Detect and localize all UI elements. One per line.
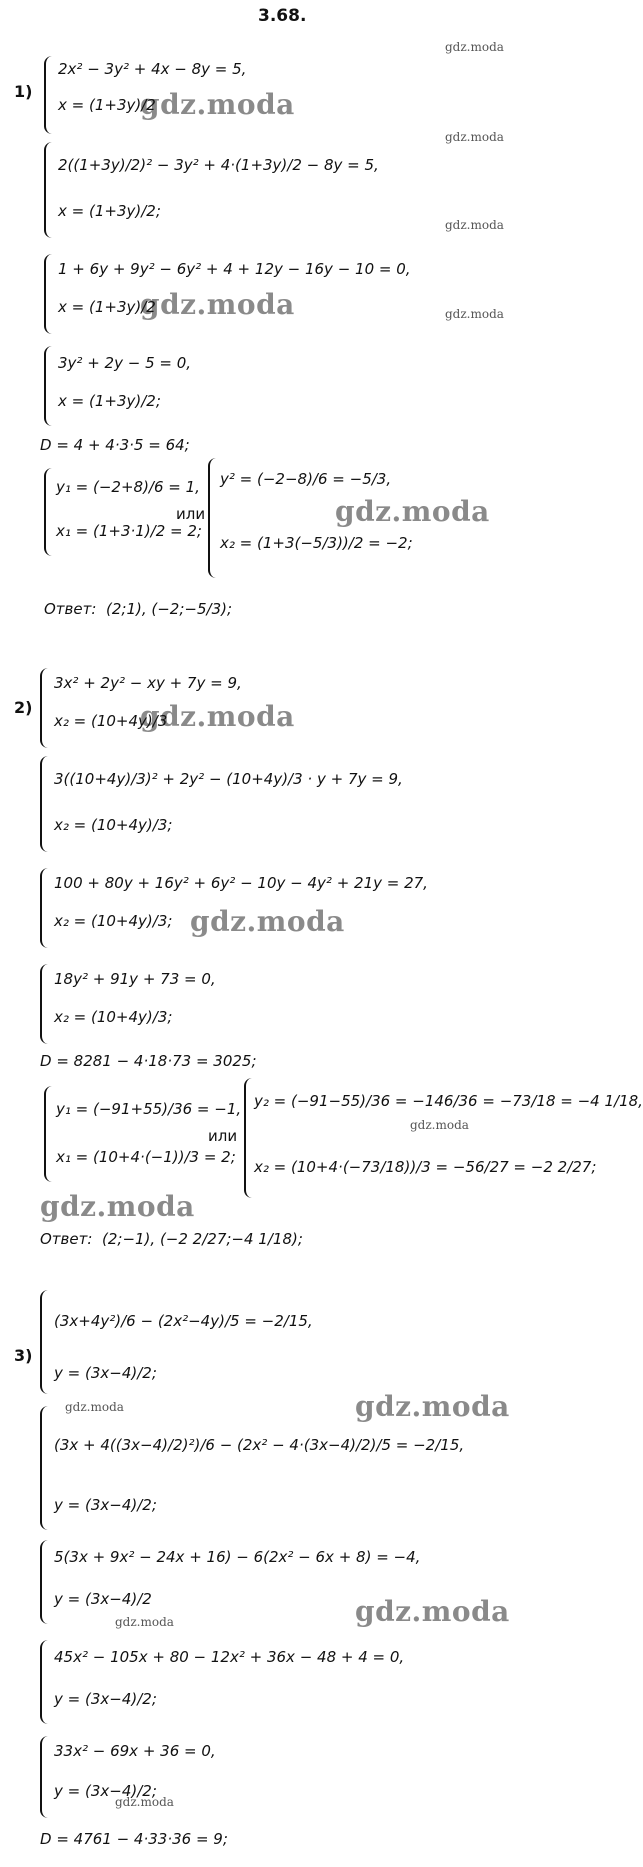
equation: 3((10+4y)/3)² + 2y² − (10+4y)/3 · y + 7y = 9, [54, 770, 403, 788]
equation: y² = (−2−8)/6 = −5/3, [220, 470, 392, 488]
watermark-large: gdz.moda [355, 1390, 510, 1423]
equation-system [40, 868, 460, 948]
equation: 45x² − 105x + 80 − 12x² + 36x − 48 + 4 = 0, [54, 1648, 405, 1666]
watermark-large: gdz.moda [190, 905, 345, 938]
equation-system [40, 1290, 340, 1394]
equation-system [44, 56, 404, 134]
equation-system [40, 964, 300, 1044]
equation: y = (3x−4)/2 [54, 1590, 152, 1608]
watermark-small: gdz.moda [65, 1400, 124, 1414]
equation: 33x² − 69x + 36 = 0, [54, 1742, 216, 1760]
equation: y = (3x−4)/2; [54, 1364, 157, 1382]
watermark-large: gdz.moda [140, 700, 295, 733]
equation: x₂ = (10+4y)/3; [54, 1008, 173, 1026]
equation: 100 + 80y + 16y² + 6y² − 10y − 4y² + 21y = 27, [54, 874, 428, 892]
watermark-large: gdz.moda [355, 1595, 510, 1628]
equation: x = (1+3y)/2 [58, 298, 156, 316]
equation: x = (1+3y)/2; [58, 202, 161, 220]
watermark-small: gdz.moda [115, 1795, 174, 1809]
equation-system [40, 1540, 460, 1624]
equation-system [44, 346, 344, 426]
discriminant: D = 4 + 4·3·5 = 64; [40, 436, 190, 454]
equation: x₂ = (10+4y)/3; [54, 912, 173, 930]
equation-system [40, 1406, 500, 1530]
equation-system [40, 756, 460, 852]
problem-number: 1) [14, 82, 33, 101]
equation: x₁ = (10+4·(−1))/3 = 2; [56, 1148, 236, 1166]
equation: 2x² − 3y² + 4x − 8y = 5, [58, 60, 247, 78]
answer-label: Ответ: [44, 600, 97, 618]
equation: y₁ = (−91+55)/36 = −1, [56, 1100, 242, 1118]
equation: y = (3x−4)/2; [54, 1496, 157, 1514]
watermark-small: gdz.moda [115, 1615, 174, 1629]
equation: 1 + 6y + 9y² − 6y² + 4 + 12y − 16y − 10 = 0, [58, 260, 411, 278]
equation: x₂ = (10+4·(−73/18))/3 = −56/27 = −2 2/27; [254, 1158, 597, 1176]
or-label: или [208, 1127, 238, 1145]
watermark-small: gdz.moda [445, 130, 504, 144]
equation: (3x + 4((3x−4)/2)²)/6 − (2x² − 4·(3x−4)/2)/5 = −2/15, [54, 1436, 465, 1454]
watermark-large: gdz.moda [140, 88, 295, 121]
watermark-small: gdz.moda [445, 307, 504, 321]
discriminant: D = 8281 − 4·18·73 = 3025; [40, 1052, 257, 1070]
answer: (2;1), (−2;−5/3); [106, 600, 233, 618]
equation: y₂ = (−91−55)/36 = −146/36 = −73/18 = −4 1/18, [254, 1092, 643, 1110]
watermark-small: gdz.moda [445, 40, 504, 54]
equation: x₂ = (1+3(−5/3))/2 = −2; [220, 534, 413, 552]
answer-label: Ответ: [40, 1230, 93, 1248]
equation: 3y² + 2y − 5 = 0, [58, 354, 192, 372]
equation: 18y² + 91y + 73 = 0, [54, 970, 216, 988]
equation-system [40, 1736, 300, 1818]
problem-number: 2) [14, 698, 33, 717]
equation: x₂ = (10+4y)/3 [54, 712, 168, 730]
watermark-large: gdz.moda [140, 288, 295, 321]
or-label: или [176, 505, 206, 523]
equation: y = (3x−4)/2; [54, 1690, 157, 1708]
equation: y₁ = (−2+8)/6 = 1, [56, 478, 200, 496]
equation-system [40, 1640, 480, 1724]
root-system [244, 1078, 643, 1198]
equation: 5(3x + 9x² − 24x + 16) − 6(2x² − 6x + 8) = −4, [54, 1548, 421, 1566]
equation: x₂ = (10+4y)/3; [54, 816, 173, 834]
watermark-small: gdz.moda [410, 1118, 469, 1132]
answer: (2;−1), (−2 2/27;−4 1/18); [102, 1230, 303, 1248]
equation: x = (1+3y)/2 [58, 96, 156, 114]
equation-system [40, 668, 340, 748]
watermark-large: gdz.moda [335, 495, 490, 528]
equation: 3x² + 2y² − xy + 7y = 9, [54, 674, 242, 692]
watermark-large: gdz.moda [40, 1190, 195, 1223]
problem-title: 3.68. [258, 6, 307, 26]
equation: x = (1+3y)/2; [58, 392, 161, 410]
equation: x₁ = (1+3·1)/2 = 2; [56, 522, 202, 540]
equation: (3x+4y²)/6 − (2x²−4y)/5 = −2/15, [54, 1312, 313, 1330]
problem-number: 3) [14, 1346, 33, 1365]
equation-system [44, 142, 444, 238]
equation-system [44, 254, 444, 334]
equation: y = (3x−4)/2; [54, 1782, 157, 1800]
discriminant: D = 4761 − 4·33·36 = 9; [40, 1830, 228, 1848]
equation: 2((1+3y)/2)² − 3y² + 4·(1+3y)/2 − 8y = 5, [58, 156, 379, 174]
watermark-small: gdz.moda [445, 218, 504, 232]
